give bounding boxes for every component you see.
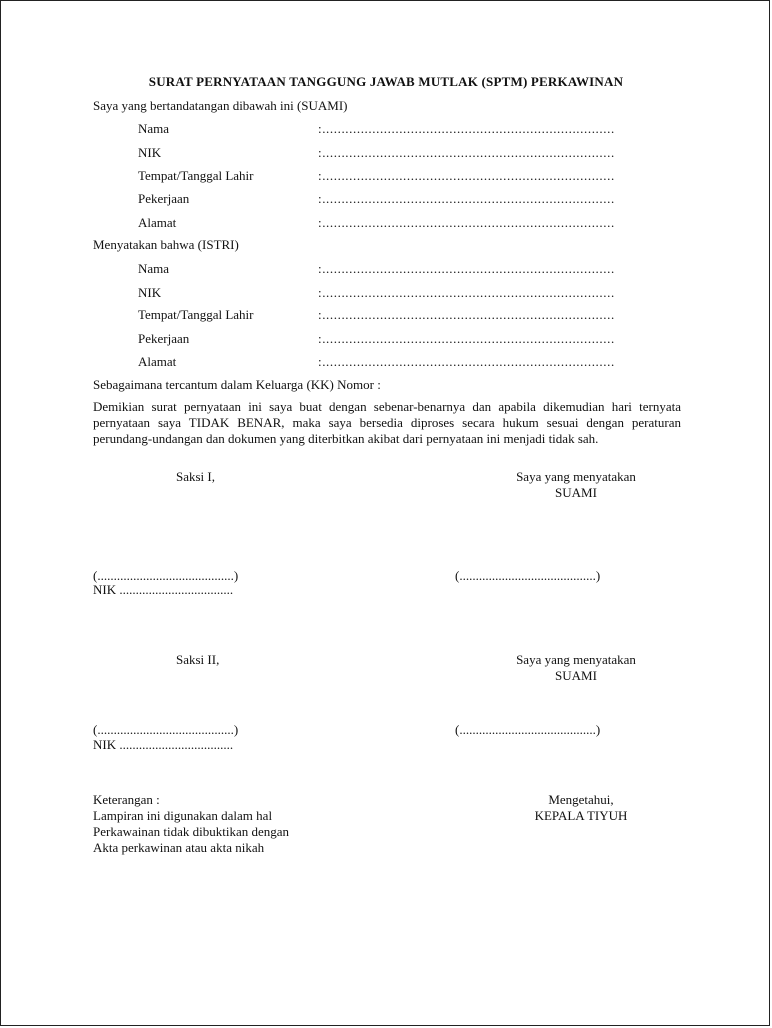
saksi-1-label: Saksi I, xyxy=(176,469,215,484)
istri-intro: Menyatakan bahwa (ISTRI) xyxy=(93,237,239,252)
kepala-tiyuh-label: KEPALA TIYUH xyxy=(534,808,628,823)
keterangan-line-3: Akta perkawinan atau akta nikah xyxy=(93,840,265,855)
suami-ttl-field[interactable]: :............................................................................ xyxy=(318,168,615,183)
mengetahui-label: Mengetahui, xyxy=(548,792,614,807)
kk-line: Sebagaimana tercantum dalam Keluarga (KK) Nomor : xyxy=(93,377,381,392)
suami-nama-label: Nama xyxy=(138,121,170,136)
document-title: SURAT PERNYATAAN TANGGUNG JAWAB MUTLAK (SPTM) PERKAWINAN xyxy=(148,74,624,89)
saksi-2-nik[interactable]: NIK ................................... xyxy=(93,737,234,752)
suami-signature-heading-1 xyxy=(481,469,671,501)
suami-ttl-label: Tempat/Tanggal Lahir xyxy=(138,168,254,183)
suami-2-sign-line[interactable]: (..........................................) xyxy=(455,722,601,737)
istri-nik-label: NIK xyxy=(138,285,162,300)
statement-paragraph: Demikian surat pernyataan ini saya buat dengan sebenar-benarnya dan apabila dikemudian hari ternyata pernyataan saya TIDAK BENAR, maka saya bersedia diproses secara hukum sesuai dengan peraturan perundang-undangan dan dokumen yang diterbitkan akibat dari pernyataan ini menjadi tidak sah. xyxy=(93,399,681,446)
suami-intro: Saya yang bertandatangan dibawah ini (SUAMI) xyxy=(93,98,348,113)
saksi-2-label: Saksi II, xyxy=(176,652,220,667)
suami-pekerjaan-field[interactable]: :............................................................................ xyxy=(318,191,615,206)
suami-signature-heading-2 xyxy=(481,652,671,684)
suami-alamat-field[interactable]: :............................................................................ xyxy=(318,215,615,230)
istri-ttl-field[interactable]: :............................................................................ xyxy=(318,307,615,322)
suami-pekerjaan-label: Pekerjaan xyxy=(138,191,190,206)
suami-alamat-label: Alamat xyxy=(138,215,177,230)
saksi-2-sign-line[interactable]: (..........................................) xyxy=(93,722,239,737)
suami-2-line1: Saya yang menyatakan xyxy=(516,652,636,667)
istri-alamat-label: Alamat xyxy=(138,354,177,369)
saksi-1-sign-line[interactable]: (..........................................) xyxy=(93,568,239,583)
suami-nik-label: NIK xyxy=(138,145,162,160)
istri-nik-field[interactable]: :............................................................................ xyxy=(318,285,615,300)
istri-pekerjaan-field[interactable]: :............................................................................ xyxy=(318,331,615,346)
keterangan-line-1: Lampiran ini digunakan dalam hal xyxy=(93,808,273,823)
mengetahui-block xyxy=(481,792,681,824)
suami-2-line2: SUAMI xyxy=(555,668,597,683)
istri-alamat-field[interactable]: :............................................................................ xyxy=(318,354,615,369)
suami-1-line2: SUAMI xyxy=(555,485,597,500)
saksi-1-nik[interactable]: NIK ................................... xyxy=(93,582,234,597)
suami-nama-field[interactable]: :............................................................................ xyxy=(318,121,615,136)
keterangan-line-2: Perkawainan tidak dibuktikan dengan xyxy=(93,824,290,839)
istri-nama-label: Nama xyxy=(138,261,170,276)
suami-nik-field[interactable]: :............................................................................ xyxy=(318,145,615,160)
istri-nama-field[interactable]: :............................................................................ xyxy=(318,261,615,276)
suami-1-line1: Saya yang menyatakan xyxy=(516,469,636,484)
suami-1-sign-line[interactable]: (..........................................) xyxy=(455,568,601,583)
keterangan-title: Keterangan : xyxy=(93,792,160,807)
istri-ttl-label: Tempat/Tanggal Lahir xyxy=(138,307,254,322)
istri-pekerjaan-label: Pekerjaan xyxy=(138,331,190,346)
keterangan-block xyxy=(93,792,289,856)
